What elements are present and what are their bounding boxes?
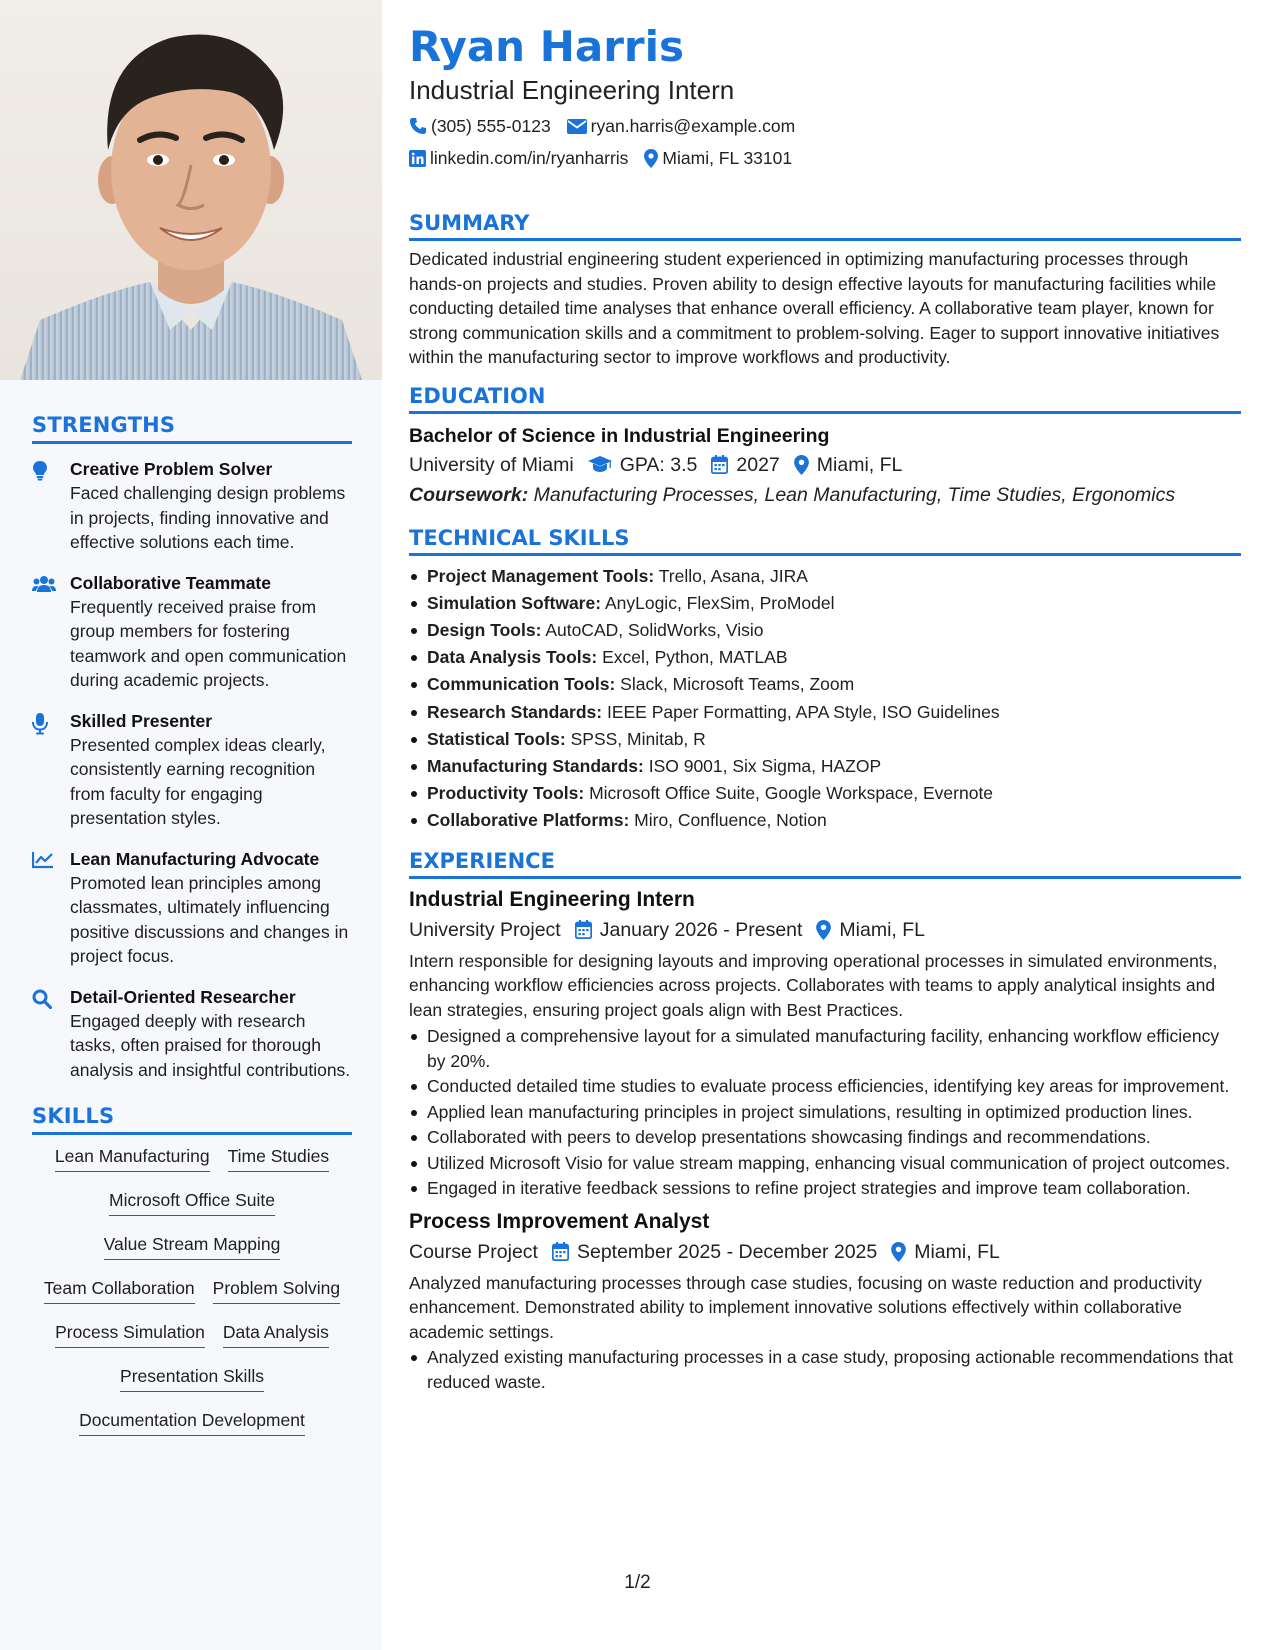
technical-skill-item: [409, 617, 1241, 644]
technical-skill-item: [409, 563, 1241, 590]
skill-tag: Data Analysis: [223, 1321, 329, 1348]
job-bullet: Designed a comprehensive layout for a simulated manufacturing facility, enhancing workflow efficiency by 20%.: [409, 1024, 1241, 1073]
job-dates-text: September 2025 - December 2025: [576, 1240, 878, 1263]
degree-title: Bachelor of Science in Industrial Engineering: [409, 424, 830, 447]
coursework-text: Manufacturing Processes, Lean Manufacturing, Time Studies, Ergonomics: [533, 483, 1176, 506]
job-bullets: [409, 1345, 1241, 1394]
skill-value: AutoCAD, SolidWorks, Visio: [545, 619, 764, 640]
skill-label: Communication Tools:: [427, 674, 616, 695]
chart-line-icon: [32, 848, 70, 969]
phone-contact[interactable]: [409, 116, 551, 137]
job-org: [409, 915, 561, 945]
job-bullet: Applied lean manufacturing principles in project simulations, resulting in optimized production lines.: [409, 1100, 1241, 1125]
skill-tag: Team Collaboration: [44, 1277, 195, 1304]
strength-title: Lean Manufacturing Advocate: [70, 848, 320, 869]
job-meta: [409, 915, 1241, 945]
strength-item: [32, 710, 352, 831]
job-bullet: Analyzed existing manufacturing processes in a case study, proposing actionable recommendations that reduced waste.: [409, 1345, 1241, 1394]
skill-label: Design Tools:: [427, 619, 542, 640]
linkedin-contact[interactable]: [409, 148, 628, 169]
strength-item: [32, 848, 352, 969]
skill-tag: Documentation Development: [79, 1409, 305, 1436]
skill-label: Productivity Tools:: [427, 783, 585, 804]
job-bullet: Collaborated with peers to develop presentations showcasing findings and recommendations.: [409, 1125, 1241, 1150]
sidebar: [0, 0, 382, 1650]
technical-skills-section: [409, 526, 1241, 835]
skill-label: Research Standards:: [427, 701, 603, 722]
skill-tag: Value Stream Mapping: [104, 1233, 281, 1260]
job-org: [409, 1237, 538, 1267]
map-pin-icon: [794, 455, 809, 475]
skill-label: Manufacturing Standards:: [427, 755, 644, 776]
strength-item: [32, 572, 352, 693]
skill-tag: Time Studies: [228, 1145, 329, 1172]
strengths-list: [32, 458, 352, 1082]
technical-skill-item: [409, 644, 1241, 671]
email-contact[interactable]: [567, 116, 796, 137]
technical-skill-item: [409, 726, 1241, 753]
job-description: Analyzed manufacturing processes through case studies, focusing on waste reduction and productivity enhancement. Demonstrated ability to implement innovative solutions effectively within collaborative academic settings.: [409, 1272, 1202, 1342]
strength-title: Skilled Presenter: [70, 710, 213, 731]
skill-value: Trello, Asana, JIRA: [658, 565, 808, 586]
job-entry: [409, 885, 1241, 1201]
skill-tag: Presentation Skills: [120, 1365, 264, 1392]
location-contact: [644, 148, 792, 169]
contact-row: [409, 113, 1241, 139]
technical-skill-item: [409, 671, 1241, 698]
map-pin-icon: [816, 920, 831, 940]
users-icon: [32, 572, 70, 693]
email-text: ryan.harris@example.com: [590, 115, 796, 136]
skills-list: [32, 1145, 352, 1436]
skills-heading: SKILLS: [32, 1104, 352, 1135]
skill-label: Statistical Tools:: [427, 728, 566, 749]
strength-title: Creative Problem Solver: [70, 459, 273, 479]
contact-row: [409, 145, 1241, 171]
job-bullet: Conducted detailed time studies to evaluate process efficiencies, identifying key areas for improvement.: [409, 1074, 1241, 1099]
skill-tag: Lean Manufacturing: [55, 1145, 210, 1172]
job-org-text: University Project: [409, 918, 561, 941]
page-number: 1/2: [624, 1572, 651, 1593]
job-dates: [552, 1237, 877, 1267]
graduation-cap-icon: [588, 456, 612, 473]
education-location-text: Miami, FL: [816, 453, 903, 476]
candidate-role: Industrial Engineering Intern: [409, 75, 735, 105]
strength-desc: Frequently received praise from group members for fostering teamwork and open communication during academic projects.: [70, 596, 347, 690]
strength-item: [32, 986, 352, 1083]
phone-icon: [409, 117, 427, 135]
technical-skill-item: [409, 807, 1241, 834]
envelope-icon: [567, 119, 587, 134]
gpa-text: GPA: 3.5: [619, 453, 698, 476]
experience-heading: EXPERIENCE: [409, 849, 1241, 879]
strength-title: Detail-Oriented Researcher: [70, 986, 296, 1007]
strength-desc: Presented complex ideas clearly, consistently earning recognition from faculty for engaging presentation styles.: [70, 734, 326, 828]
skill-label: Data Analysis Tools:: [427, 647, 598, 668]
job-entry: [409, 1207, 1241, 1395]
job-dates: [575, 915, 803, 945]
skill-value: SPSS, Minitab, R: [570, 728, 706, 749]
strength-desc: Faced challenging design problems in projects, finding innovative and effective solutions each time.: [70, 483, 346, 552]
education-location: [794, 450, 903, 480]
education-heading: EDUCATION: [409, 384, 1241, 414]
technical-skills-heading: TECHNICAL SKILLS: [409, 526, 1241, 556]
candidate-name: Ryan Harris: [409, 22, 685, 71]
job-title: Process Improvement Analyst: [409, 1209, 710, 1233]
technical-skill-item: [409, 590, 1241, 617]
experience-section: [409, 849, 1241, 1395]
strengths-heading: STRENGTHS: [32, 413, 352, 444]
phone-text: (305) 555-0123: [431, 115, 551, 136]
education-meta: [409, 450, 1241, 480]
calendar-icon: [552, 1242, 569, 1261]
school-name: [409, 450, 574, 480]
job-location: [891, 1237, 1000, 1267]
lightbulb-icon: [32, 458, 70, 555]
strength-item: [32, 458, 352, 555]
strength-title: Collaborative Teammate: [70, 572, 271, 593]
technical-skills-list: [409, 563, 1241, 835]
job-location: [816, 915, 925, 945]
school-text: University of Miami: [409, 453, 574, 476]
skill-value: AnyLogic, FlexSim, ProModel: [604, 592, 835, 613]
calendar-icon: [711, 455, 728, 474]
coursework-label: Coursework:: [409, 483, 529, 506]
skill-value: Slack, Microsoft Teams, Zoom: [620, 674, 855, 695]
strength-desc: Promoted lean principles among classmates, ultimately influencing positive discussions and changes in project focus.: [70, 872, 349, 966]
skill-value: Miro, Confluence, Notion: [634, 810, 827, 831]
graduation-year: [711, 450, 779, 480]
search-icon: [32, 986, 70, 1083]
job-meta: [409, 1237, 1241, 1267]
skill-tag: Process Simulation: [55, 1321, 205, 1348]
job-title: Industrial Engineering Intern: [409, 887, 695, 911]
linkedin-icon: [409, 150, 426, 167]
job-description: Intern responsible for designing layouts and improving operational processes in simulated environments, enhancing workflow efficiencies across projects. Collaborates with teams to apply analytical insights and lean strategies, ensuring project goals align with Best Practices.: [409, 950, 1218, 1020]
job-location-text: Miami, FL: [914, 1240, 1000, 1263]
skill-value: ISO 9001, Six Sigma, HAZOP: [648, 755, 882, 776]
job-dates-text: January 2026 - Present: [599, 918, 803, 941]
map-pin-icon: [644, 149, 658, 168]
job-bullet: Utilized Microsoft Visio for value stream mapping, enhancing visual communication of project outcomes.: [409, 1151, 1241, 1176]
skill-label: Collaborative Platforms:: [427, 810, 630, 831]
job-org-text: Course Project: [409, 1240, 538, 1263]
skill-label: Simulation Software:: [427, 592, 602, 613]
job-location-text: Miami, FL: [839, 918, 926, 941]
skill-value: Excel, Python, MATLAB: [602, 647, 788, 668]
calendar-icon: [575, 920, 592, 939]
job-bullet: Engaged in iterative feedback sessions to refine project strategies and improve team collaboration.: [409, 1176, 1241, 1201]
education-section: [409, 384, 1241, 510]
technical-skill-item: [409, 753, 1241, 780]
main-content: [409, 22, 1241, 1395]
location-text: Miami, FL 33101: [662, 147, 793, 168]
technical-skill-item: [409, 699, 1241, 726]
map-pin-icon: [891, 1242, 906, 1262]
skill-label: Project Management Tools:: [427, 565, 655, 586]
skill-tag: Problem Solving: [213, 1277, 340, 1304]
profile-photo: [0, 0, 382, 380]
sidebar-content: [32, 413, 352, 1436]
skill-value: IEEE Paper Formatting, APA Style, ISO Guidelines: [606, 701, 1000, 722]
strength-desc: Engaged deeply with research tasks, often praised for thorough analysis and insightful contributions.: [70, 1010, 351, 1080]
skill-tag: Microsoft Office Suite: [109, 1189, 275, 1216]
gpa: [588, 450, 698, 480]
technical-skill-item: [409, 780, 1241, 807]
coursework: [409, 480, 1241, 510]
summary-section: [409, 211, 1241, 370]
linkedin-text: linkedin.com/in/ryanharris: [430, 147, 629, 168]
year-text: 2027: [736, 453, 780, 476]
job-bullets: [409, 1024, 1241, 1201]
summary-text: Dedicated industrial engineering student experienced in optimizing manufacturing processes through hands-on projects and studies. Proven ability to design effective layouts for manufacturing facilities while conducting detailed time analyses that enhance overall efficiency. A collaborative team player, known for strong communication skills and a commitment to problem-solving. Eager to support innovative initiatives within the manufacturing sector to improve workflows and productivity.: [409, 249, 1220, 367]
skill-value: Microsoft Office Suite, Google Workspace, Evernote: [589, 783, 994, 804]
summary-heading: SUMMARY: [409, 211, 1241, 241]
microphone-icon: [32, 710, 70, 831]
